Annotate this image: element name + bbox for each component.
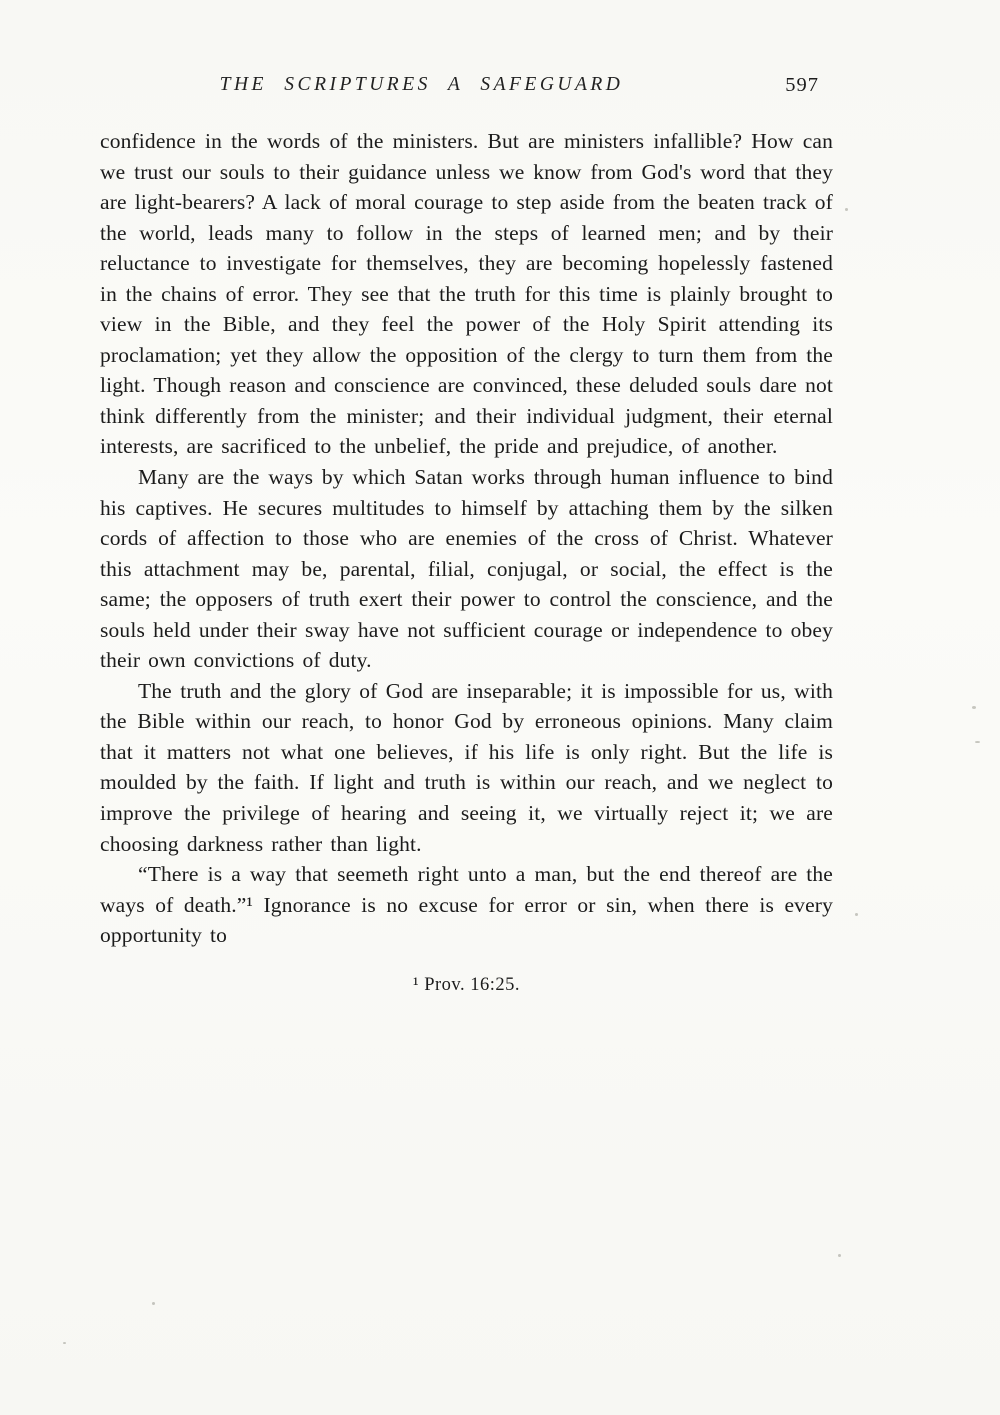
page-header [100, 74, 833, 108]
body-text [100, 126, 833, 951]
scan-artifact [972, 706, 976, 709]
scan-artifact [975, 741, 980, 743]
page-content [100, 74, 833, 996]
running-head-title: THE SCRIPTURES A SAFEGUARD [219, 74, 624, 95]
paragraph: “There is a way that seemeth right unto a man, but the end thereof are the ways of death.”¹ Ignorance is no excuse for error or sin, when there is every opportunity to [100, 862, 833, 948]
paragraph: Many are the ways by which Satan works through human influence to bind his captives. He secures multitudes to himself by attaching them by the silken cords of affection to those who are enemies of the cross of Christ. Whatever this attachment may be, parental, filial, conjugal, or social, the effect is the same; the opposers of truth exert their power to control the conscience, and the souls held under their sway have not sufficient courage or independence to obey their own convictions of duty. [100, 465, 833, 673]
paragraph: confidence in the words of the ministers. But are ministers infallible? How can we trust our souls to their guidance unless we know from God's word that they are light-bearers? A lack of moral courage to step aside from the beaten track of the world, leads many to follow in the steps of learned men; and by their reluctance to investigate for themselves, they are becoming hopelessly fastened in the chains of error. They see that the truth for this time is plainly brought to view in the Bible, and they feel the power of the Holy Spirit attending its proclamation; yet they allow the opposition of the clergy to turn them from the light. Though reason and conscience are convinced, these deluded souls dare not think differently from the minister; and their individual judgment, their eternal interests, are sacrificed to the unbelief, the pride and prejudice, of another. [100, 129, 833, 459]
scan-artifact [152, 1302, 155, 1305]
footnote: ¹ Prov. 16:25. [413, 974, 520, 995]
scan-artifact [855, 913, 858, 916]
paragraph: The truth and the glory of God are inseparable; it is impossible for us, with the Bible within our reach, to honor God by erroneous opinions. Many claim that it matters not what one believes, if his life is only right. But the life is moulded by the faith. If light and truth is within our reach, and we neglect to improve the privilege of hearing and seeing it, we virtually reject it; we are choosing darkness rather than light. [100, 678, 833, 856]
page-number: 597 [785, 74, 819, 96]
scan-artifact [63, 1342, 66, 1344]
scan-artifact [845, 208, 848, 211]
scan-artifact [838, 1254, 841, 1257]
